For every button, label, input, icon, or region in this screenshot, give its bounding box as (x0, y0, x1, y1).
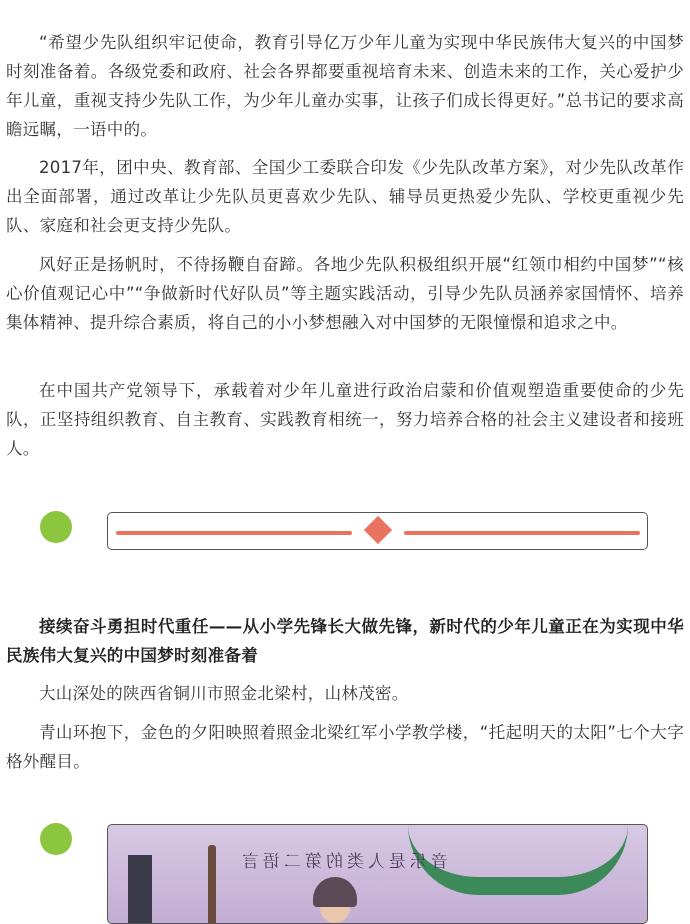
photo-person-hat (313, 877, 357, 907)
paragraph-village: 大山深处的陕西省铜川市照金北梁村，山林茂密。 (39, 684, 409, 703)
green-dot-icon (40, 511, 72, 543)
paragraph-activities: 风好正是扬帆时，不待扬鞭自奋蹄。各地少先队积极组织开展“红领巾相约中国梦”“核心价值观记心中”“争做新时代好队员”等主题实践活动，引导少先队员涵养家国情怀、培养集体精神、提升综合素质，将自己的小小梦想融入对中国梦的无限憧憬和追求之中。 (6, 255, 684, 332)
section-heading: 接续奋斗勇担时代重任——从小学先锋长大做先锋，新时代的少年儿童正在为实现中华民族伟大复兴的中国梦时刻准备着 (6, 617, 684, 665)
divider-line-right (404, 531, 640, 535)
paragraph-school: 青山环抱下，金色的夕阳映照着照金北梁红军小学教学楼，“托起明天的太阳”七个大字格外醒目。 (6, 723, 684, 771)
paragraph-reform: 2017年，团中央、教育部、全国少工委联合印发《少先队改革方案》，对少先队改革作出全面部署，通过改革让少先队员更喜欢少先队、辅导员更热爱少先队、学校更重视少先队、家庭和社会更支持少先队。 (6, 158, 684, 235)
photo-board (128, 855, 152, 924)
photo-sign-text: 音乐是人类的第二语言 (238, 852, 448, 872)
paragraph-quote: “希望少先队组织牢记使命，教育引导亿万少年儿童为实现中华民族伟大复兴的中国梦时刻准备着。各级党委和政府、社会各界都要重视培育未来、创造未来的工作，关心爱护少年儿童，重视支持少先队工作，为少年儿童办实事，让孩子们成长得更好。”总书记的要求高瞻远瞩，一语中的。 (6, 33, 684, 139)
divider-line-left (116, 531, 352, 535)
photo-guitar (208, 845, 216, 924)
green-dot-icon (40, 823, 72, 855)
paragraph-leadership: 在中国共产党领导下，承载着对少年儿童进行政治启蒙和价值观塑造重要使命的少先队，正坚持组织教育、自主教育、实践教育相统一，努力培养合格的社会主义建设者和接班人。 (6, 381, 684, 458)
classroom-photo (107, 824, 648, 924)
divider-diamond-icon (364, 516, 392, 544)
section-divider (107, 512, 648, 550)
